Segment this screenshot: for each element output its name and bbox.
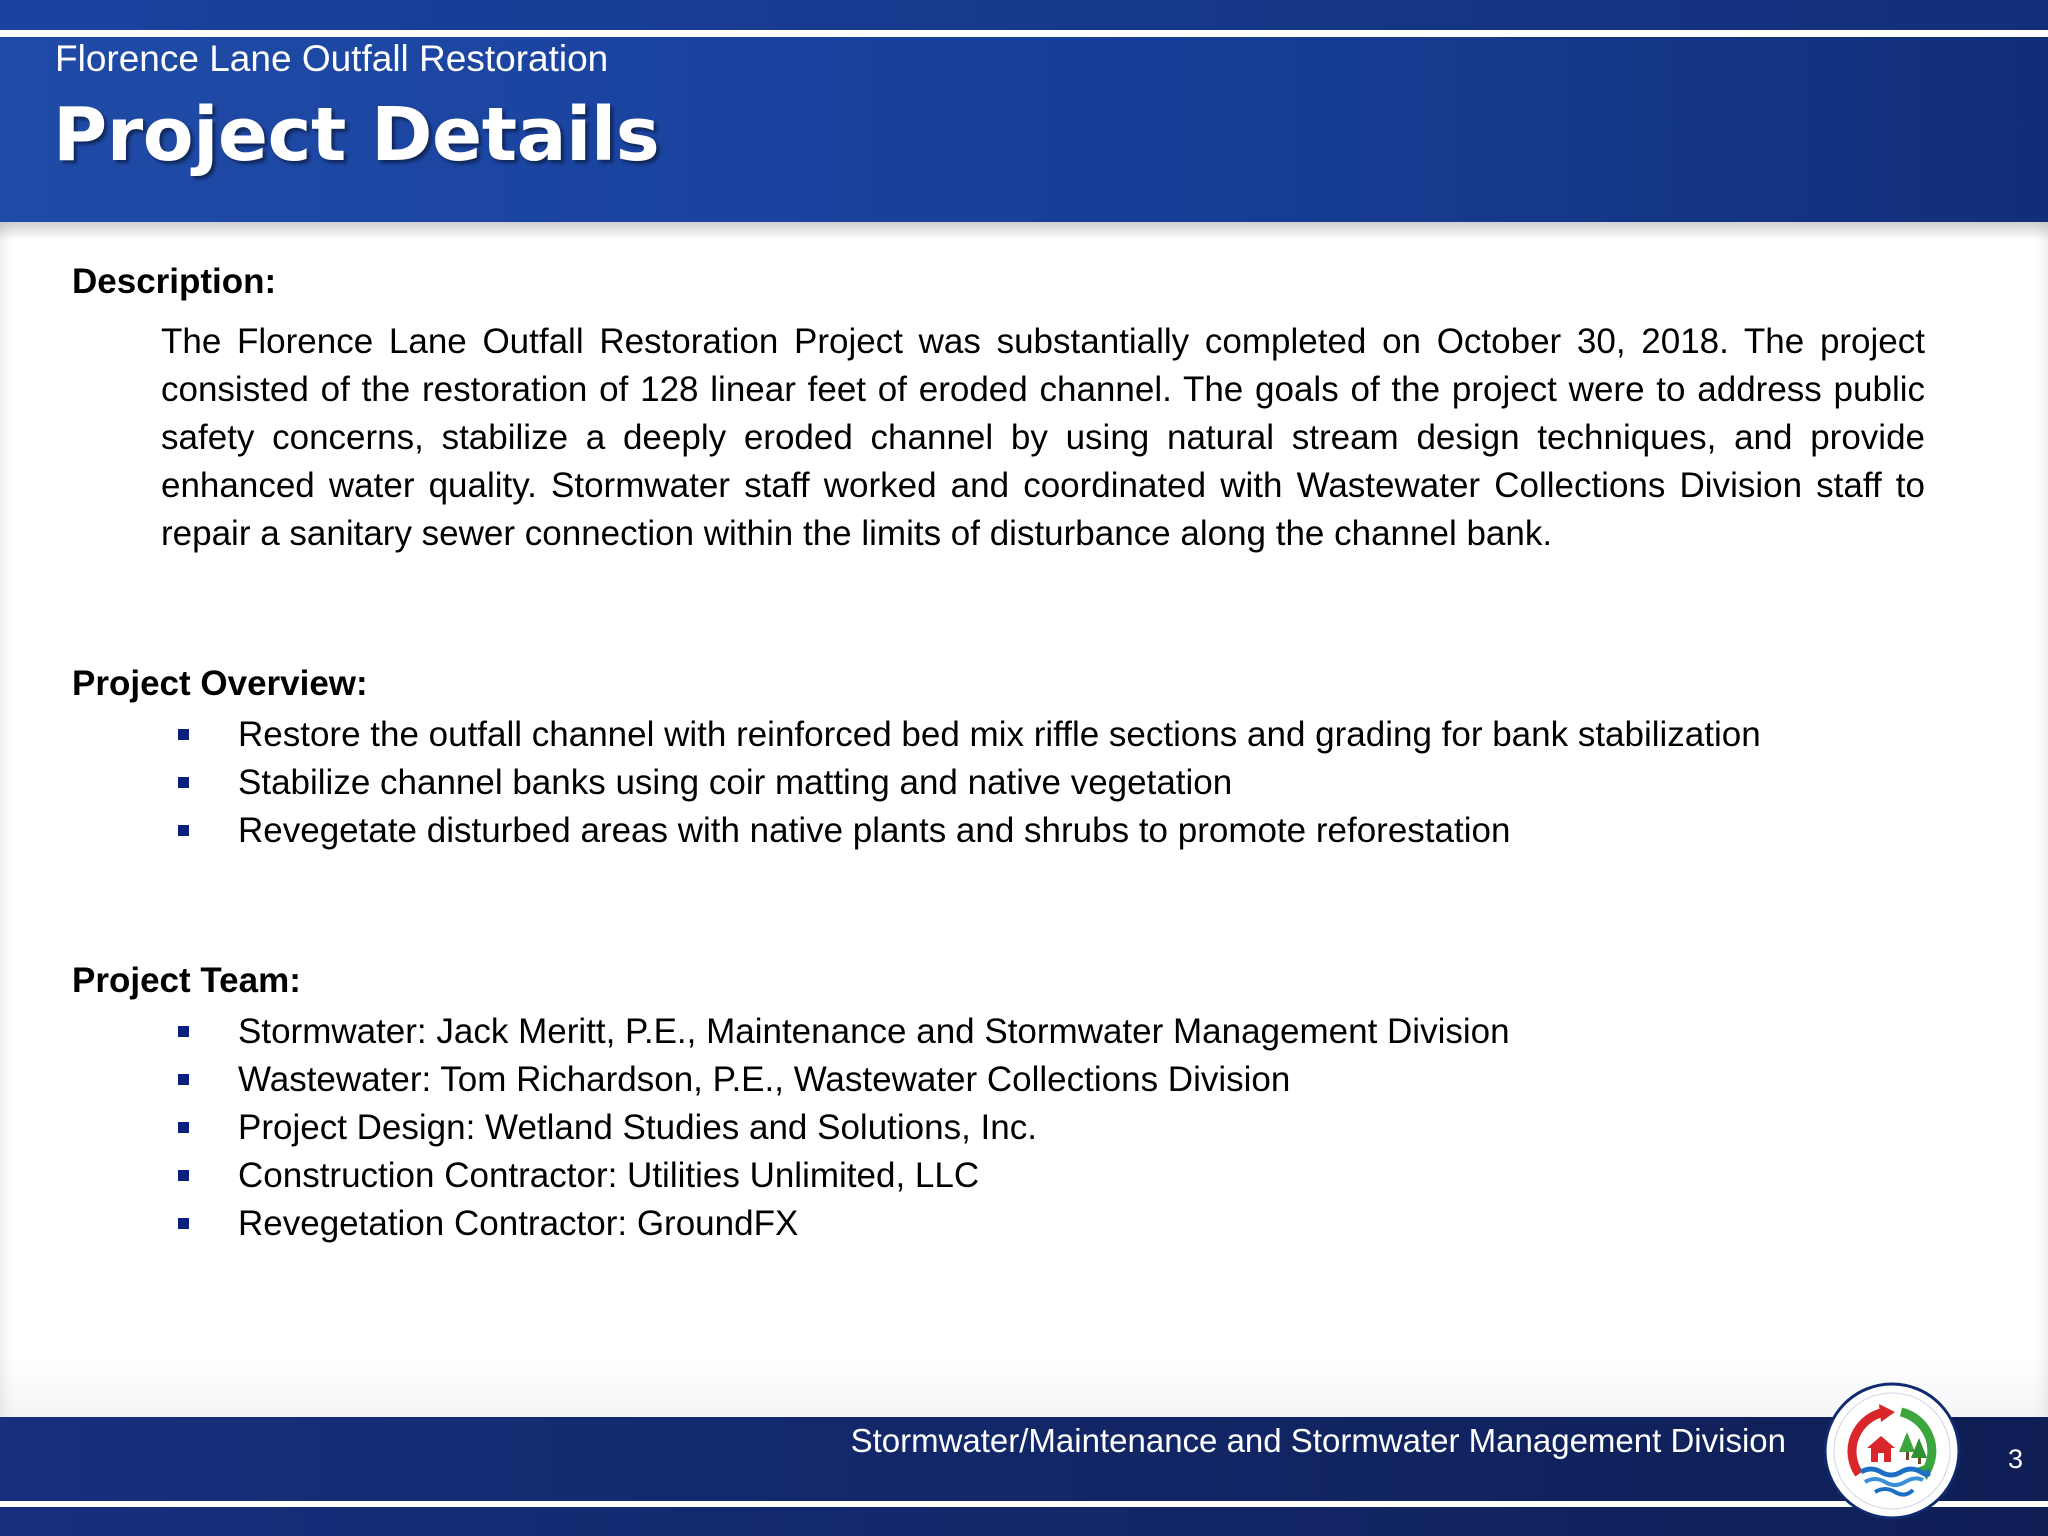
bullet-square-icon	[178, 825, 189, 836]
overview-item-text: Stabilize channel banks using coir matting and native vegetation	[238, 763, 1233, 802]
overview-item-text: Restore the outfall channel with reinforced bed mix riffle sections and grading for bank stabilization	[238, 715, 1761, 754]
bullet-square-icon	[178, 1026, 189, 1037]
bullet-square-icon	[178, 777, 189, 788]
footer-bottom-band	[0, 1507, 2048, 1536]
bullet-square-icon	[178, 729, 189, 740]
team-item-text: Wastewater: Tom Richardson, P.E., Wastewater Collections Division	[238, 1060, 1291, 1099]
division-seal-icon	[1823, 1382, 1961, 1520]
team-item-text: Stormwater: Jack Meritt, P.E., Maintenance and Stormwater Management Division	[238, 1012, 1510, 1051]
description-heading: Description:	[72, 262, 277, 301]
overview-heading: Project Overview:	[72, 664, 368, 703]
team-item-text: Revegetation Contractor: GroundFX	[238, 1204, 799, 1243]
bullet-square-icon	[178, 1074, 189, 1085]
page-number: 3	[2008, 1444, 2024, 1474]
team-item-text: Project Design: Wetland Studies and Solutions, Inc.	[238, 1108, 1037, 1147]
slide-title: Project Details	[53, 92, 660, 178]
bullet-square-icon	[178, 1218, 189, 1229]
team-item-text: Construction Contractor: Utilities Unlimited, LLC	[238, 1156, 980, 1195]
slide-supertitle: Florence Lane Outfall Restoration	[55, 38, 609, 79]
team-heading: Project Team:	[72, 961, 301, 1000]
bullet-square-icon	[178, 1122, 189, 1133]
footer-division-name: Stormwater/Maintenance and Stormwater Management Division	[850, 1422, 1786, 1459]
overview-item-text: Revegetate disturbed areas with native plants and shrubs to promote reforestation	[238, 811, 1511, 850]
bullet-square-icon	[178, 1170, 189, 1181]
description-text: The Florence Lane Outfall Restoration Project was substantially completed on October 30, 2018. The project consisted of the restoration of 128 linear feet of eroded channel. The goals of the project were to address public safety concerns, stabilize a deeply eroded channel by using natural stream design techniques, and provide enhanced water quality. Stormwater staff worked and coordinated with Wastewater Collections Division staff to repair a sanitary sewer connection within the limits of disturbance along the channel bank.	[161, 322, 1925, 553]
